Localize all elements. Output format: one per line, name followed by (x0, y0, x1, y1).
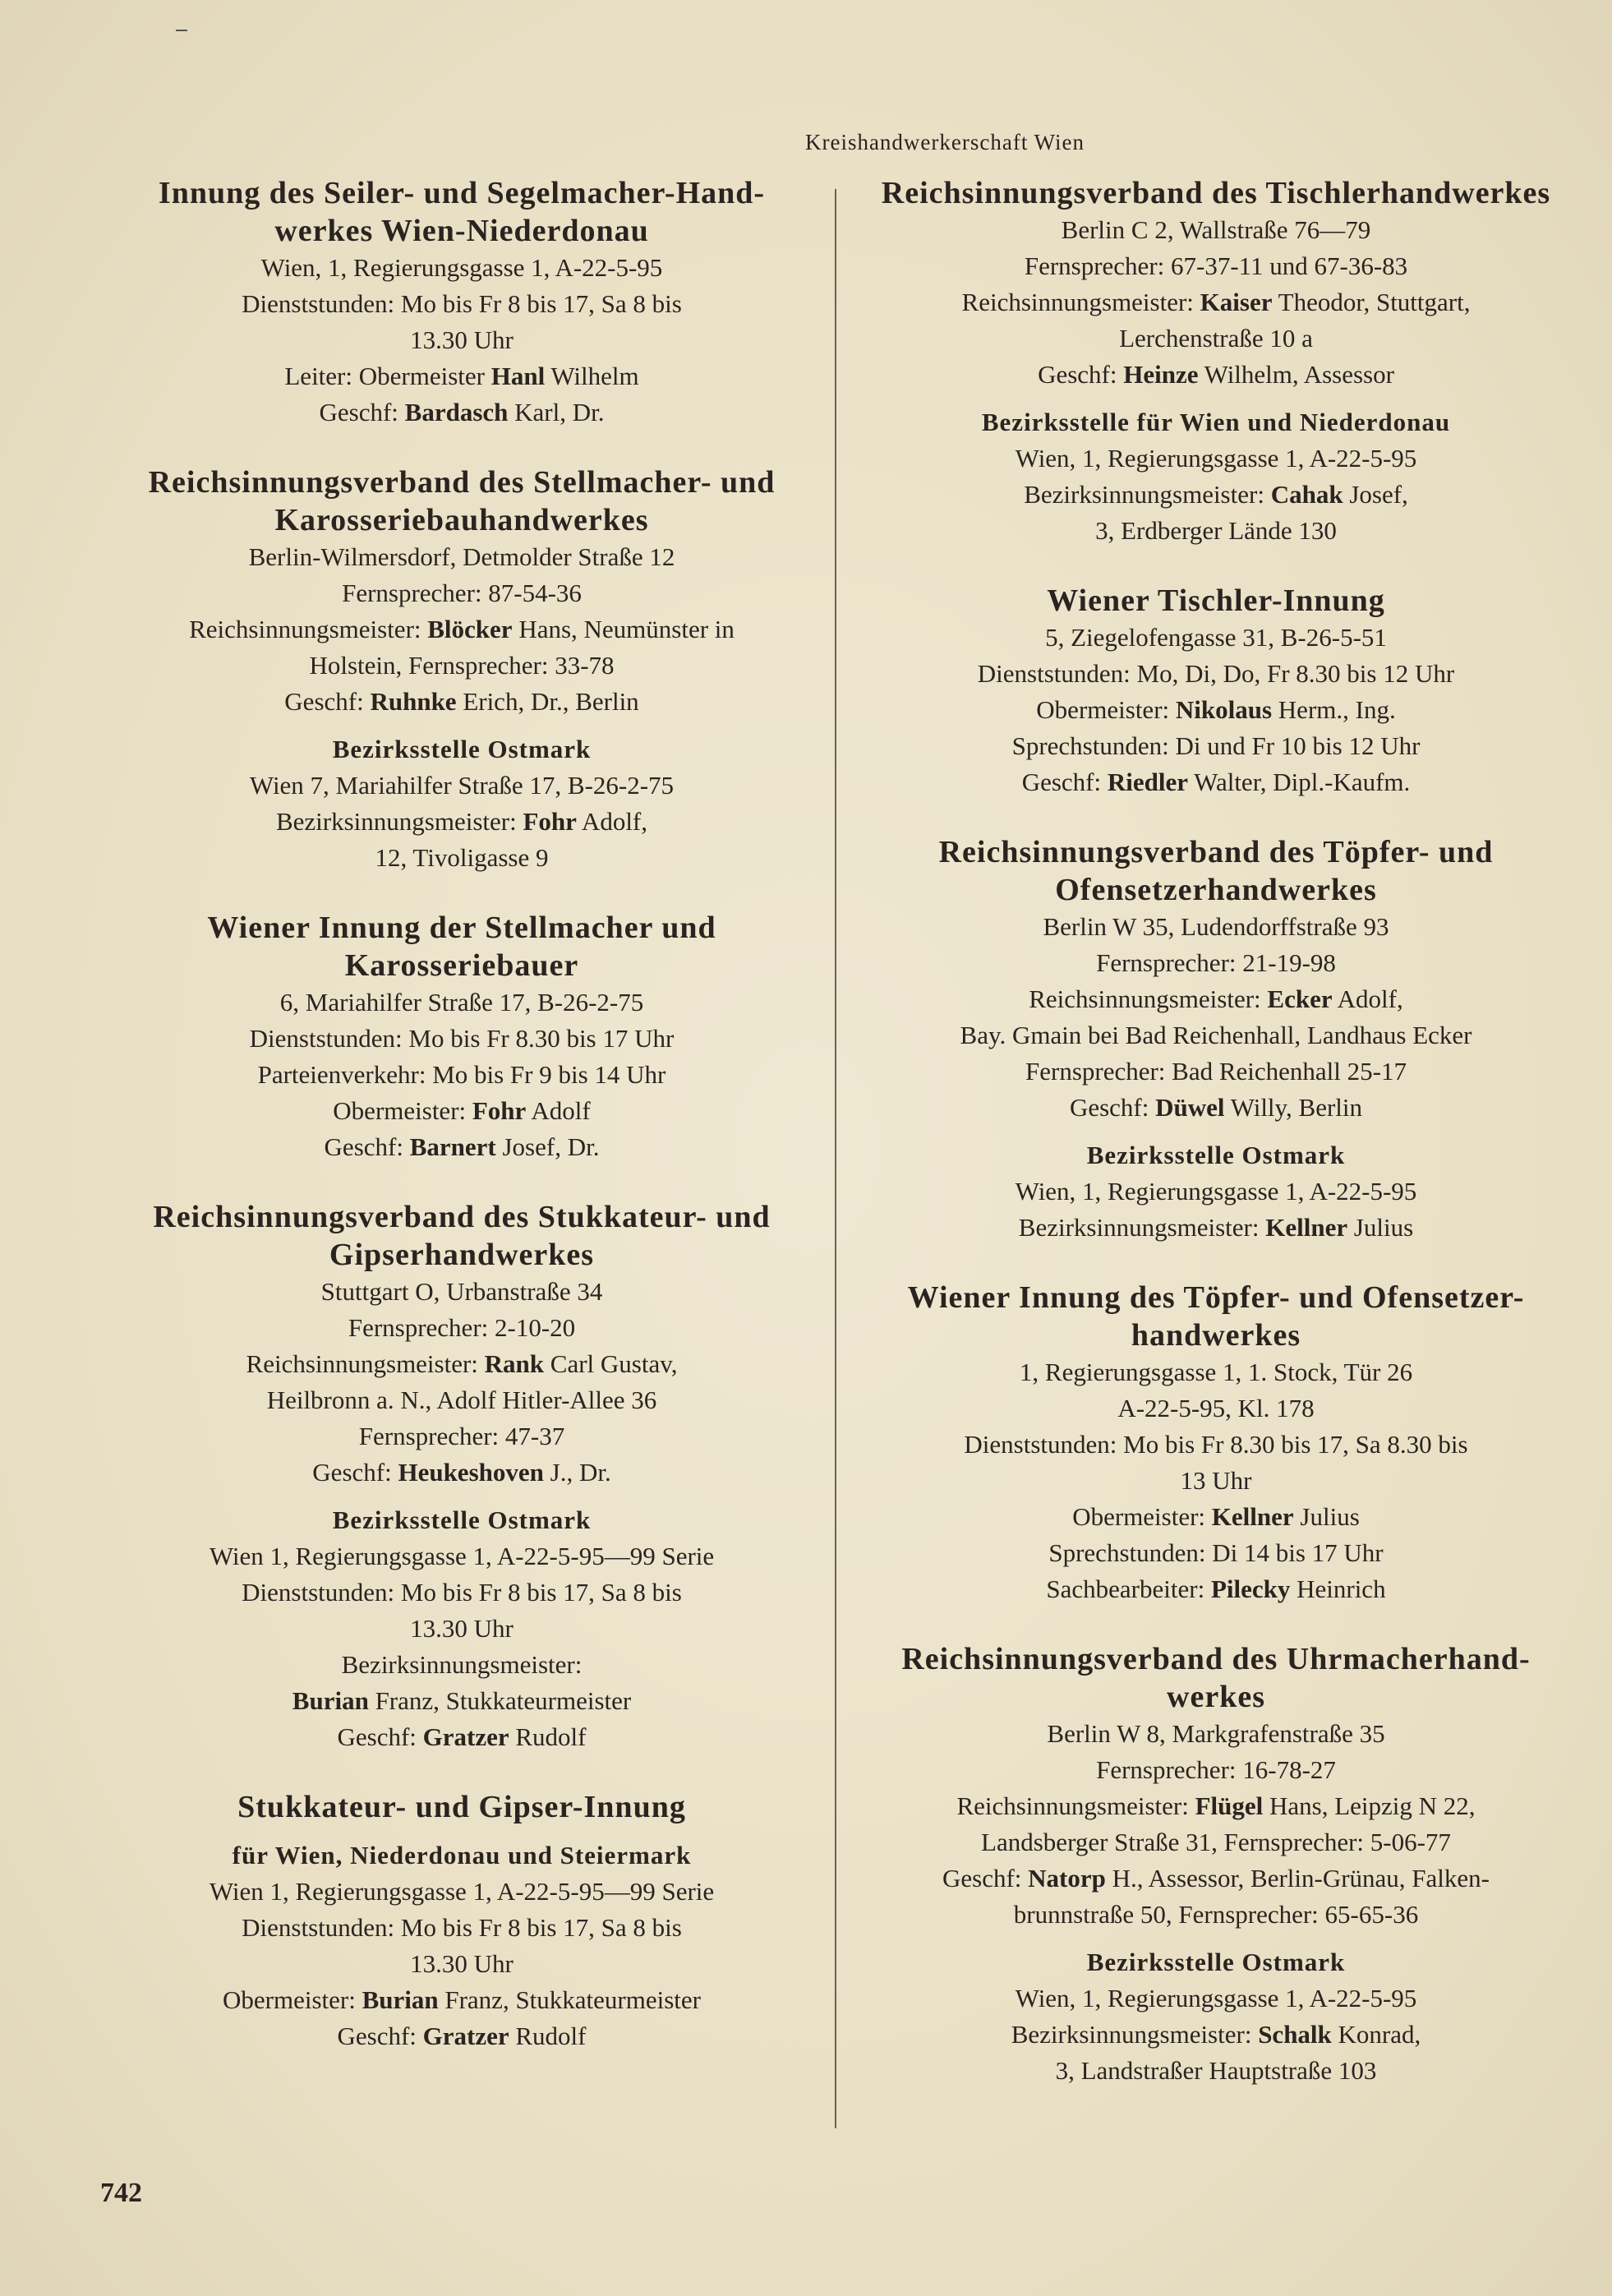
entry-line (100, 1611, 823, 1647)
entry-title: Karosseriebauhandwerkes (274, 503, 649, 537)
line-text: Reichsinnungsmeister: (956, 1791, 1195, 1820)
entry-line (100, 1418, 823, 1455)
line-text: Geschf: (337, 1722, 423, 1751)
line-text: Fernsprecher: 47-37 (358, 1422, 565, 1450)
entry-line (100, 1574, 823, 1611)
line-text: Landsberger Straße 31, Fernsprecher: 5-06-77 (981, 1828, 1451, 1856)
line-text: Dienststunden: Mo bis Fr 8 bis 17, Sa 8 bis (242, 289, 682, 318)
line-text: Hans, Leipzig N 22, (1263, 1791, 1476, 1820)
line-text: Fernsprecher: 2-10-20 (348, 1313, 576, 1342)
person-name: Heinze (1123, 360, 1199, 389)
margin-mark (176, 30, 187, 31)
directory-entry (854, 1640, 1577, 2089)
line-text: Karl, Dr. (508, 398, 605, 426)
person-name: Rank (484, 1349, 545, 1378)
line-text: Fernsprecher: 16-78-27 (1096, 1755, 1336, 1784)
entry-line (100, 1093, 823, 1129)
directory-entry (100, 1788, 823, 2054)
entry-line (100, 286, 823, 322)
line-text: Geschf: (1021, 768, 1108, 796)
person-name: Heukeshoven (398, 1458, 544, 1487)
entry-title: Wiener Innung der Stellmacher und (207, 911, 716, 945)
line-text: Theodor, Stuttgart, (1272, 288, 1471, 316)
person-name: Flügel (1195, 1791, 1264, 1820)
person-name: Burian (362, 1985, 439, 2014)
line-text: Sachbearbeiter: (1046, 1574, 1211, 1603)
line-text: Josef, (1343, 480, 1408, 509)
person-name: Schalk (1258, 2020, 1332, 2049)
page-number: 742 (100, 2178, 142, 2208)
entry-line (100, 1310, 823, 1346)
line-text: Adolf, (1332, 984, 1403, 1013)
entry-line (854, 945, 1577, 981)
line-text: Heinrich (1290, 1574, 1386, 1603)
line-text: Adolf (526, 1096, 591, 1125)
entry-line (100, 1021, 823, 1057)
line-text: Dienststunden: Mo, Di, Do, Fr 8.30 bis 12 Uhr (977, 659, 1455, 688)
entry-line (854, 1571, 1577, 1607)
line-text: Fernsprecher: 67-37-11 und 67-36-83 (1024, 251, 1408, 280)
line-text: Wilhelm, Assessor (1198, 360, 1394, 389)
entry-line (854, 248, 1577, 284)
line-text: Adolf, (576, 807, 648, 836)
line-text: Stuttgart O, Urbanstraße 34 (320, 1277, 603, 1306)
line-text: Wien, 1, Regierungsgasse 1, A-22-5-95 (1015, 1177, 1417, 1206)
entry-subheading: Bezirksstelle für Wien und Niederdonau (981, 408, 1451, 436)
entry-line (854, 1210, 1577, 1246)
line-text: Fernsprecher: Bad Reichenhall 25-17 (1025, 1057, 1407, 1086)
entry-line (854, 1354, 1577, 1390)
person-name: Ecker (1267, 984, 1333, 1013)
entry-title: handwerkes (1131, 1318, 1301, 1353)
line-text: Holstein, Fernsprecher: 33-78 (309, 651, 615, 680)
line-text: Geschf: (324, 1132, 410, 1161)
entry-line (100, 1982, 823, 2018)
entry-line (100, 322, 823, 358)
entry-line (100, 648, 823, 684)
entry-line (854, 764, 1577, 800)
person-name: Pilecky (1210, 1574, 1291, 1603)
line-text: Wien, 1, Regierungsgasse 1, A-22-5-95 (260, 253, 663, 282)
entry-line (854, 1788, 1577, 1824)
entry-line (100, 1946, 823, 1982)
line-text: Rudolf (509, 1722, 587, 1751)
line-text: Carl Gustav, (544, 1349, 678, 1378)
line-text: Willy, Berlin (1224, 1093, 1363, 1122)
entry-subheading: für Wien, Niederdonau und Steiermark (232, 1841, 692, 1870)
line-text: 13.30 Uhr (410, 325, 514, 354)
line-text: 13.30 Uhr (410, 1949, 514, 1978)
line-text: A-22-5-95, Kl. 178 (1117, 1394, 1315, 1422)
line-text: Obermeister: (1036, 695, 1176, 724)
line-text: Berlin W 8, Markgrafenstraße 35 (1047, 1719, 1385, 1748)
line-text: Geschf: (1069, 1093, 1156, 1122)
line-text: Rudolf (509, 2022, 587, 2050)
line-text: Fernsprecher: 21-19-98 (1096, 948, 1336, 977)
person-name: Kellner (1265, 1213, 1348, 1242)
entry-title: Innung des Seiler- und Segelmacher-Hand- (158, 176, 766, 210)
line-text: Lerchenstraße 10 a (1119, 324, 1313, 353)
person-name: Kellner (1211, 1502, 1294, 1531)
line-text: Wien 1, Regierungsgasse 1, A-22-5-95—99 Serie (209, 1542, 715, 1570)
entry-line (854, 909, 1577, 945)
directory-entry (100, 463, 823, 876)
line-text: Reichsinnungsmeister: (961, 288, 1200, 316)
line-text: 1, Regierungsgasse 1, 1. Stock, Tür 26 (1019, 1358, 1413, 1386)
person-name: Kaiser (1200, 288, 1273, 316)
person-name: Natorp (1028, 1864, 1106, 1893)
entry-title: Wiener Innung des Töpfer- und Ofensetzer- (907, 1280, 1525, 1315)
entry-line (854, 1017, 1577, 1053)
line-text: Dienststunden: Mo bis Fr 8.30 bis 17 Uhr (249, 1024, 675, 1053)
entry-line (854, 656, 1577, 692)
entry-title: Reichsinnungsverband des Uhrmacherhand- (901, 1642, 1531, 1676)
line-text: Dienststunden: Mo bis Fr 8 bis 17, Sa 8 bis (242, 1578, 682, 1607)
person-name: Ruhnke (370, 687, 457, 716)
entry-line (854, 357, 1577, 393)
entry-line (100, 1647, 823, 1683)
entry-subheading: Bezirksstelle Ostmark (332, 735, 592, 763)
entry-line (854, 1980, 1577, 2017)
line-text: Wien, 1, Regierungsgasse 1, A-22-5-95 (1015, 1984, 1417, 2012)
directory-entry (100, 1198, 823, 1755)
entry-line (854, 477, 1577, 513)
entry-title: Reichsinnungsverband des Stukkateur- und (153, 1200, 771, 1234)
line-text: J., Dr. (543, 1458, 611, 1487)
line-text: Bezirksinnungsmeister: (341, 1650, 583, 1679)
entry-line (100, 2018, 823, 2054)
entry-line (854, 2017, 1577, 2053)
entry-line (100, 539, 823, 575)
entry-line (854, 1090, 1577, 1126)
line-text: Sprechstunden: Di 14 bis 17 Uhr (1048, 1538, 1384, 1567)
person-name: Cahak (1270, 480, 1343, 509)
person-name: Blöcker (427, 615, 513, 643)
entry-line (100, 1129, 823, 1165)
person-name: Düwel (1155, 1093, 1225, 1122)
person-name: Barnert (409, 1132, 496, 1161)
person-name: Burian (292, 1686, 369, 1715)
line-text: Berlin C 2, Wallstraße 76—79 (1061, 215, 1371, 244)
line-text: Obermeister: (1072, 1502, 1212, 1531)
line-text: 13 Uhr (1180, 1466, 1252, 1495)
entry-line (854, 1053, 1577, 1090)
directory-entry (100, 909, 823, 1165)
line-text: Geschf: (337, 2022, 423, 2050)
line-text: Bezirksinnungsmeister: (275, 807, 523, 836)
line-text: Geschf: (284, 687, 371, 716)
entry-line (100, 768, 823, 804)
entry-subheading: Bezirksstelle Ostmark (332, 1505, 592, 1534)
directory-entry (854, 1279, 1577, 1607)
entry-line (854, 1499, 1577, 1535)
entry-line (100, 1455, 823, 1491)
line-text: Geschf: (1038, 360, 1124, 389)
entry-line (100, 1719, 823, 1755)
line-text: Bezirksinnungsmeister: (1011, 2020, 1259, 2049)
line-text: Franz, Stukkateurmeister (438, 1985, 701, 2014)
entry-title: werkes (1167, 1680, 1265, 1714)
entry-line (854, 1860, 1577, 1897)
line-text: Obermeister: (223, 1985, 362, 2014)
line-text: Geschf: (319, 398, 405, 426)
person-name: Bardasch (404, 398, 509, 426)
entry-subheading: Bezirksstelle Ostmark (1086, 1141, 1346, 1169)
line-text: Heilbronn a. N., Adolf Hitler-Allee 36 (266, 1385, 657, 1414)
entry-title: Karosseriebauer (344, 948, 579, 983)
line-text: Obermeister: (333, 1096, 472, 1125)
line-text: Wien 7, Mariahilfer Straße 17, B-26-2-75 (249, 771, 675, 800)
entry-line (854, 1390, 1577, 1427)
directory-entry (854, 833, 1577, 1246)
person-name: Nikolaus (1175, 695, 1273, 724)
entry-line (854, 1752, 1577, 1788)
entry-line (100, 1346, 823, 1382)
person-name: Riedler (1107, 768, 1188, 796)
line-text: 6, Mariahilfer Straße 17, B-26-2-75 (279, 988, 644, 1017)
line-text: 3, Landstraßer Hauptstraße 103 (1055, 2056, 1377, 2085)
entry-line (854, 320, 1577, 357)
entry-line (854, 284, 1577, 320)
line-text: Geschf: (312, 1458, 398, 1487)
entry-line (854, 513, 1577, 549)
line-text: 3, Erdberger Lände 130 (1095, 516, 1337, 545)
line-text: Dienststunden: Mo bis Fr 8.30 bis 17, Sa 8.30 bis (964, 1430, 1468, 1459)
directory-entry (100, 174, 823, 431)
line-text: 12, Tivoligasse 9 (375, 843, 549, 872)
entry-title: Ofensetzerhandwerkes (1055, 873, 1377, 907)
entry-line (100, 1874, 823, 1910)
line-text: Herm., Ing. (1272, 695, 1396, 724)
entry-line (854, 440, 1577, 477)
entry-title: werkes Wien-Niederdonau (274, 214, 649, 248)
line-text: Josef, Dr. (495, 1132, 600, 1161)
entry-line (854, 728, 1577, 764)
line-text: Wilhelm (545, 362, 639, 390)
entry-line (854, 1716, 1577, 1752)
person-name: Hanl (491, 362, 546, 390)
line-text: Berlin-Wilmersdorf, Detmolder Straße 12 (248, 542, 675, 571)
entry-line (100, 984, 823, 1021)
entry-line (100, 1274, 823, 1310)
line-text: Julius (1347, 1213, 1414, 1242)
left-column (100, 174, 823, 2087)
entry-line (100, 1910, 823, 1946)
line-text: Erich, Dr., Berlin (456, 687, 639, 716)
entry-line (100, 684, 823, 720)
entry-title: Gipserhandwerkes (329, 1238, 595, 1272)
entry-line (100, 804, 823, 840)
directory-entry (854, 174, 1577, 549)
line-text: Bezirksinnungsmeister: (1018, 1213, 1266, 1242)
line-text: Hans, Neumünster in (512, 615, 735, 643)
line-text: Julius (1293, 1502, 1360, 1531)
entry-line (100, 394, 823, 431)
column-divider (835, 189, 836, 2128)
entry-title: Reichsinnungsverband des Töpfer- und (938, 835, 1494, 869)
line-text: Wien, 1, Regierungsgasse 1, A-22-5-95 (1015, 444, 1417, 473)
person-name: Fohr (523, 807, 577, 836)
entry-line (854, 1427, 1577, 1463)
line-text: Parteienverkehr: Mo bis Fr 9 bis 14 Uhr (257, 1060, 666, 1089)
entry-line (100, 840, 823, 876)
line-text: Leiter: Obermeister (284, 362, 491, 390)
line-text: Bay. Gmain bei Bad Reichenhall, Landhaus Ecker (960, 1021, 1472, 1049)
entry-line (100, 611, 823, 648)
line-text: 5, Ziegelofengasse 31, B-26-5-51 (1045, 623, 1387, 652)
entry-line (854, 212, 1577, 248)
entry-line (854, 2053, 1577, 2089)
line-text: Berlin W 35, Ludendorffstraße 93 (1043, 912, 1389, 941)
entry-subheading: Bezirksstelle Ostmark (1086, 1948, 1346, 1976)
person-name: Gratzer (422, 1722, 509, 1751)
entry-line (854, 1535, 1577, 1571)
line-text: Bezirksinnungsmeister: (1024, 480, 1271, 509)
entry-title: Reichsinnungsverband des Stellmacher- und (148, 465, 776, 500)
line-text: brunnstraße 50, Fernsprecher: 65-65-36 (1013, 1900, 1419, 1929)
line-text: Walter, Dipl.-Kaufm. (1187, 768, 1411, 796)
entry-line (100, 250, 823, 286)
entry-line (100, 358, 823, 394)
line-text: Reichsinnungsmeister: (189, 615, 428, 643)
line-text: Reichsinnungsmeister: (1029, 984, 1268, 1013)
entry-line (854, 1897, 1577, 1933)
entry-line (100, 1382, 823, 1418)
line-text: H., Assessor, Berlin-Grünau, Falken- (1105, 1864, 1490, 1893)
entry-line (854, 1463, 1577, 1499)
line-text: Konrad, (1331, 2020, 1421, 2049)
entry-line (100, 1538, 823, 1574)
entry-line (854, 620, 1577, 656)
entry-title: Reichsinnungsverband des Tischlerhandwerkes (881, 176, 1551, 210)
entry-line (854, 1173, 1577, 1210)
entry-title: Wiener Tischler-Innung (1047, 583, 1385, 618)
person-name: Gratzer (422, 2022, 509, 2050)
line-text: Franz, Stukkateurmeister (368, 1686, 632, 1715)
line-text: Reichsinnungsmeister: (246, 1349, 485, 1378)
person-name: Fohr (472, 1096, 527, 1125)
right-column (854, 174, 1577, 2122)
entry-line (854, 692, 1577, 728)
running-head: Kreishandwerkerschaft Wien (804, 130, 1085, 154)
line-text: 13.30 Uhr (410, 1614, 514, 1643)
line-text: Geschf: (942, 1864, 1029, 1893)
entry-line (854, 1824, 1577, 1860)
entry-line (100, 1057, 823, 1093)
entry-line (854, 981, 1577, 1017)
line-text: Fernsprecher: 87-54-36 (342, 579, 582, 607)
entry-title: Stukkateur- und Gipser-Innung (237, 1790, 686, 1824)
line-text: Wien 1, Regierungsgasse 1, A-22-5-95—99 Serie (209, 1877, 715, 1906)
directory-entry (854, 582, 1577, 800)
entry-line (100, 1683, 823, 1719)
entry-line (100, 575, 823, 611)
line-text: Dienststunden: Mo bis Fr 8 bis 17, Sa 8 bis (242, 1913, 682, 1942)
line-text: Sprechstunden: Di und Fr 10 bis 12 Uhr (1011, 731, 1421, 760)
